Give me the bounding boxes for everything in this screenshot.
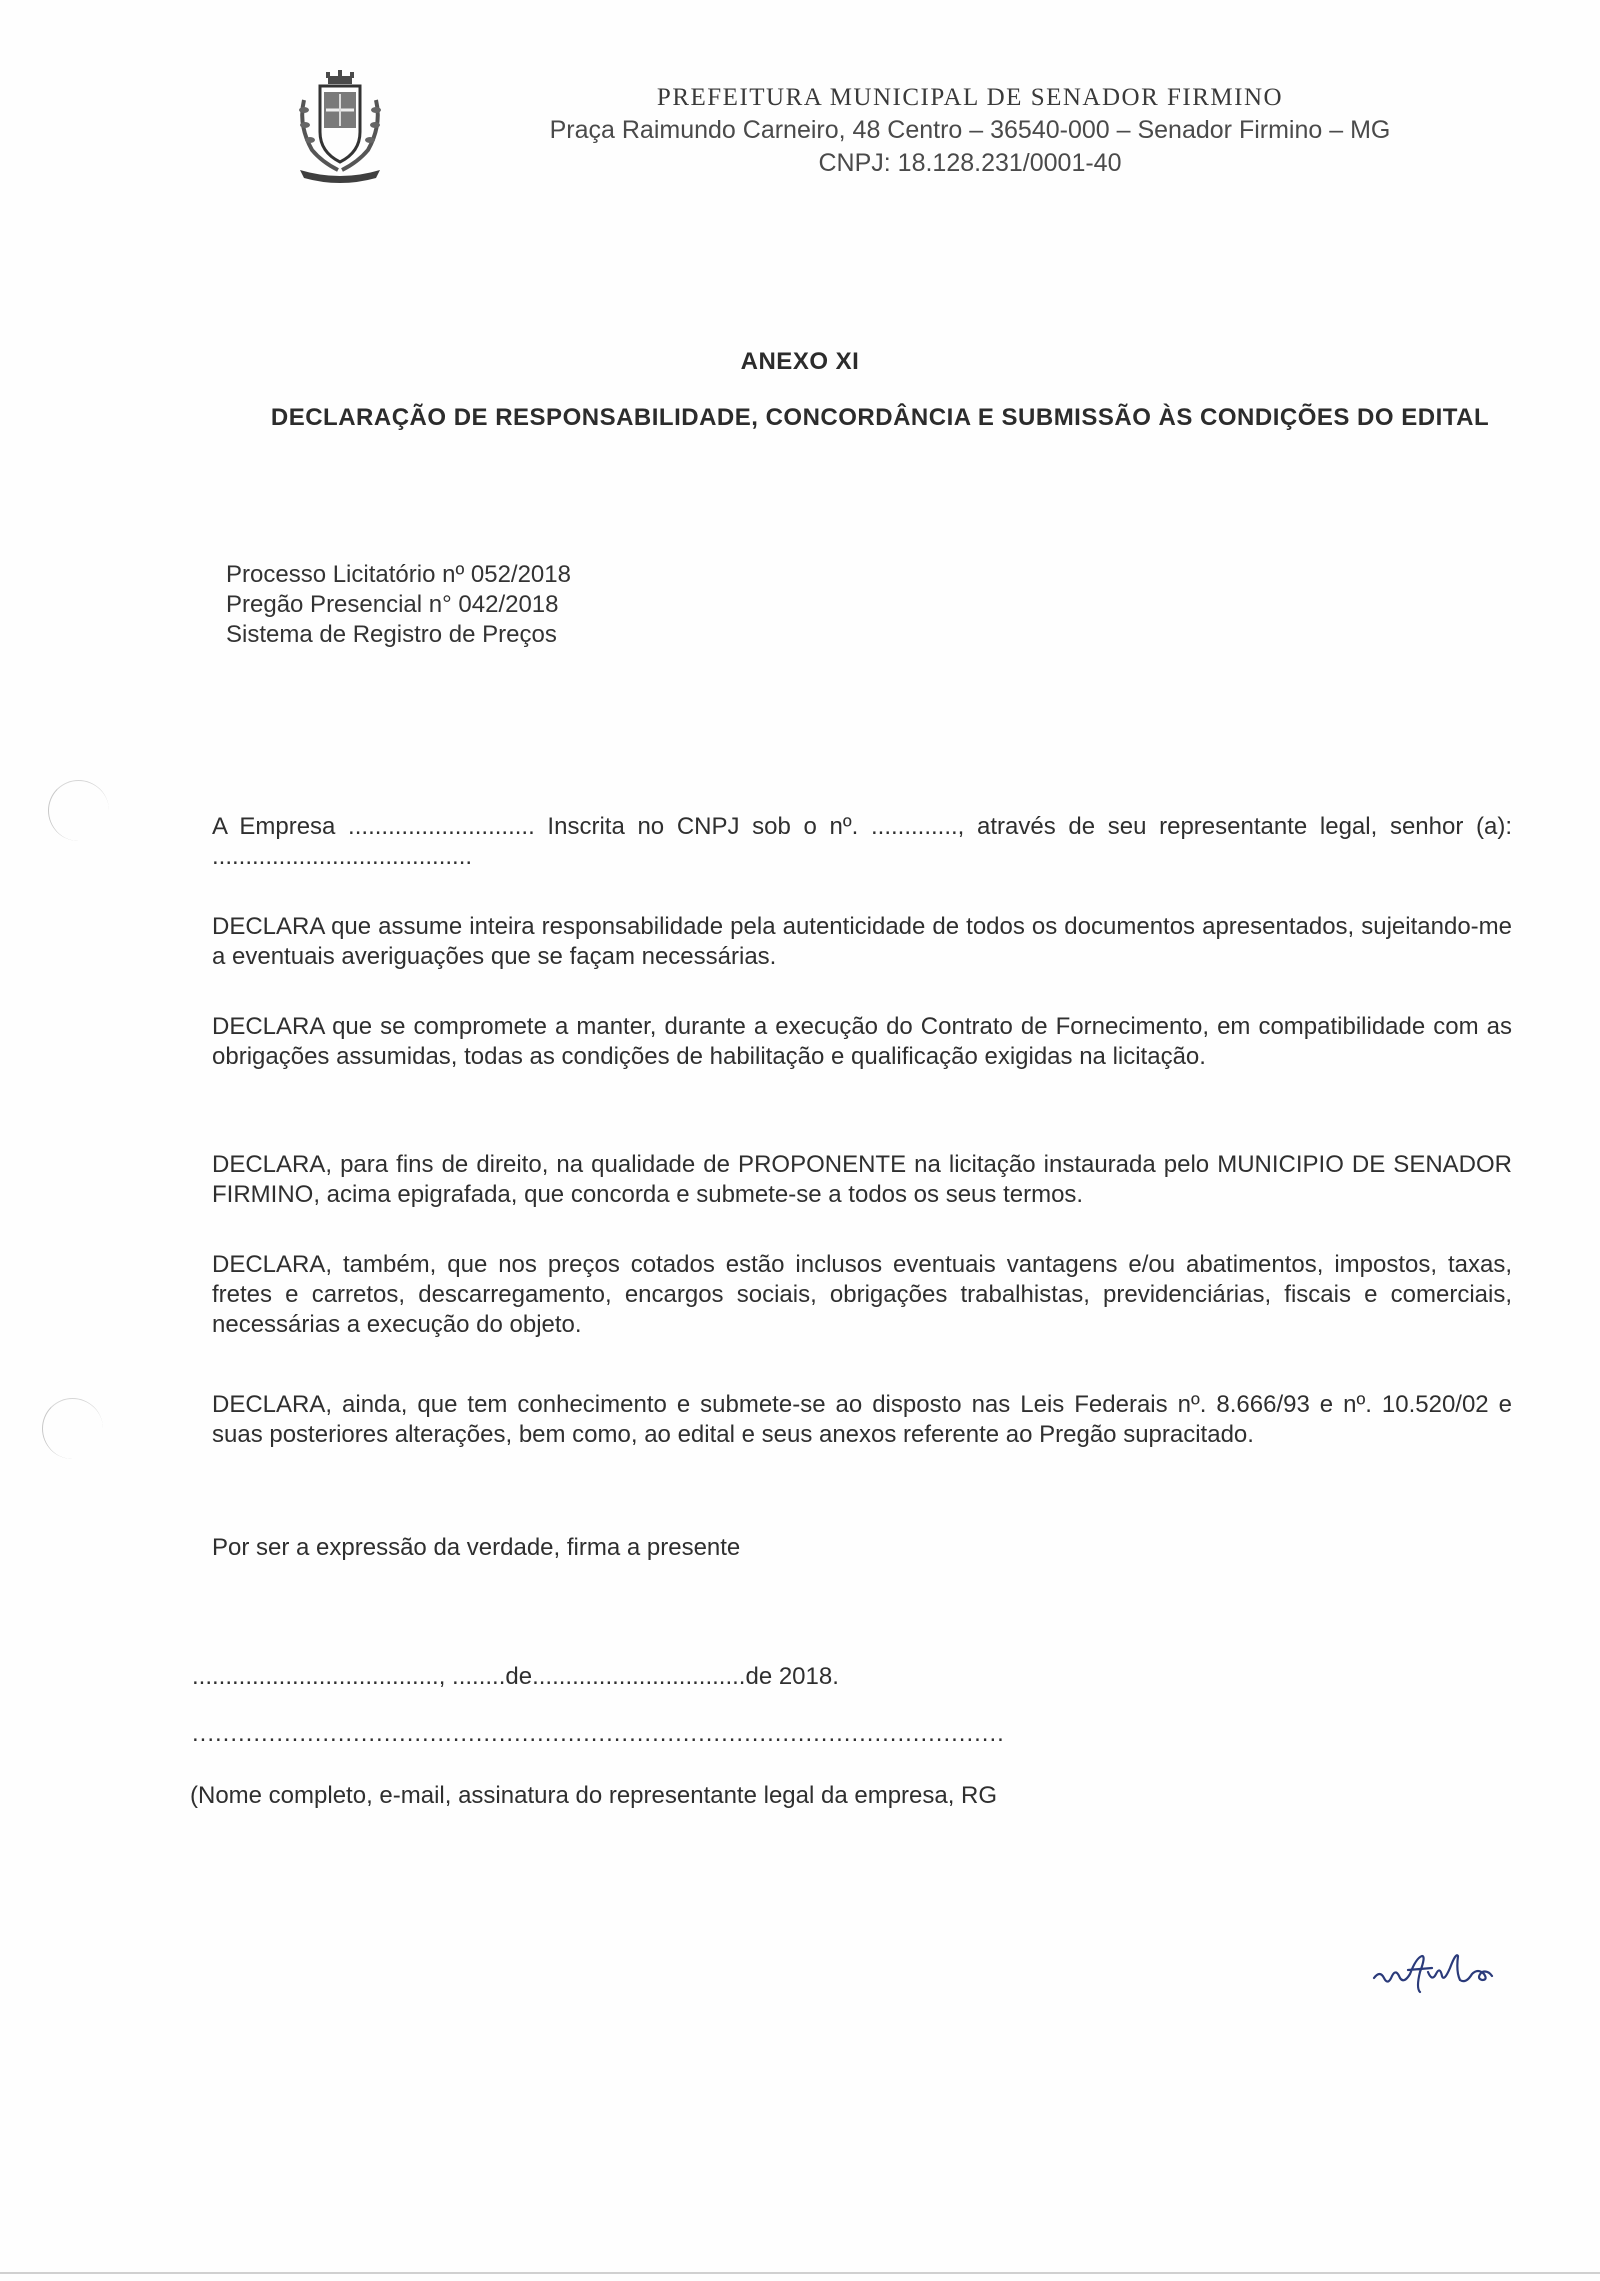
paragraph-text: DECLARA que assume inteira responsabilidade pela autenticidade de todos os documentos apresentados, sujeitando-me a eventuais averiguações que se façam necessárias.: [212, 913, 1512, 970]
date-field: ....................................., ........de................................de 2018.: [192, 1663, 839, 1690]
pricing-paragraph: [212, 1250, 1512, 1340]
organization-cnpj: CNPJ: 18.128.231/0001-40: [818, 149, 1122, 177]
compliance-paragraph: [212, 1012, 1512, 1072]
pregao-number: Pregão Presencial n° 042/2018: [226, 591, 559, 618]
paragraph-text: A Empresa ............................ Inscrita no CNPJ sob o nº. ............., através de seu representante legal, senhor (a): .......................................: [212, 813, 1512, 870]
handwritten-initials-icon: [1370, 1948, 1520, 1998]
paragraph-text: DECLARA, ainda, que tem conhecimento e submete-se ao disposto nas Leis Federais nº. 8.666/93 e nº. 10.520/02 e suas posteriores alterações, bem como, ao edital e seus anexos referente ao Pregão supracitado.: [212, 1391, 1512, 1448]
organization-name: PREFEITURA MUNICIPAL DE SENADOR FIRMINO: [656, 84, 1284, 111]
responsibility-paragraph: [212, 912, 1512, 972]
process-info: [226, 560, 571, 650]
letterhead: [480, 82, 1460, 180]
signature-caption: (Nome completo, e-mail, assinatura do representante legal da empresa, RG: [190, 1782, 998, 1809]
punch-hole-mark: [48, 780, 109, 841]
registry-system: Sistema de Registro de Preços: [226, 621, 557, 648]
paragraph-text: DECLARA que se compromete a manter, durante a execução do Contrato de Fornecimento, em compatibilidade com as obrigações assumidas, todas as condições de habilitação e qualificação exigidas na licitação.: [212, 1013, 1512, 1070]
declaration-title: DECLARAÇÃO DE RESPONSABILIDADE, CONCORDÂNCIA E SUBMISSÃO ÀS CONDIÇÕES DO EDITAL: [270, 404, 1490, 431]
annex-heading: ANEXO XI: [740, 348, 860, 375]
paragraph-text: DECLARA, para fins de direito, na qualidade de PROPONENTE na licitação instaurada pelo MUNICIPIO DE SENADOR FIRMINO, acima epigrafada, que concorda e submete-se a todos os seus termos.: [212, 1151, 1512, 1208]
agreement-paragraph: [212, 1150, 1512, 1210]
company-identification-paragraph: [212, 812, 1512, 872]
punch-hole-mark: [42, 1398, 103, 1459]
organization-address: Praça Raimundo Carneiro, 48 Centro – 36540-000 – Senador Firmino – MG: [549, 116, 1391, 144]
process-number: Processo Licitatório nº 052/2018: [226, 561, 571, 588]
paragraph-text: Por ser a expressão da verdade, firma a presente: [212, 1534, 741, 1561]
municipal-crest-icon: [290, 70, 390, 185]
legal-knowledge-paragraph: [212, 1390, 1512, 1450]
page-edge: [0, 2272, 1600, 2274]
closing-statement: [212, 1533, 1512, 1563]
signature-field: ..........................................................................................................: [192, 1720, 1005, 1747]
paragraph-text: DECLARA, também, que nos preços cotados estão inclusos eventuais vantagens e/ou abatimentos, impostos, taxas, fretes e carretos, descarregamento, encargos sociais, obrigações trabalhistas, previdenciárias, fiscais e comerciais, necessárias a execução do objeto.: [212, 1251, 1512, 1338]
